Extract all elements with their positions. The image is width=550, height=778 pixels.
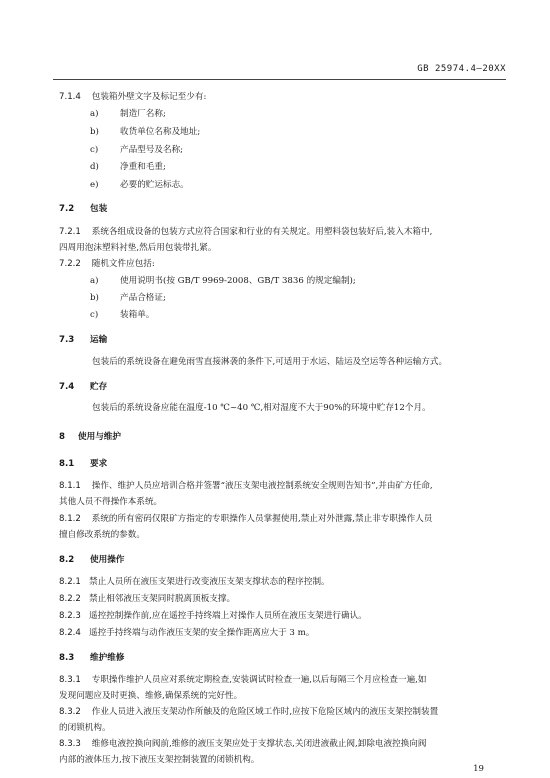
standard-code: GB 25974.4—20XX	[417, 64, 506, 74]
section-heading-7-4	[59, 381, 107, 393]
list-letter: e)	[90, 180, 99, 190]
clause-text: 遥控控制操作前,应在遥控手持终端上对操作人员所在液压支架进行确认。	[89, 611, 367, 621]
section-number: 7.4	[59, 382, 75, 392]
section-title: 运输	[90, 335, 108, 345]
clause-number: 7.2.2	[59, 259, 81, 269]
section-title: 使用操作	[90, 555, 125, 565]
section-heading-8-2	[59, 554, 124, 566]
clause-text: 操作、维护人员应培训合格并签署“液压支架电液控制系统安全规则告知书”,并由矿方任命,	[91, 481, 433, 491]
section-heading-7-2	[59, 203, 107, 215]
list-item	[90, 144, 183, 156]
section-number: 8.3	[59, 653, 75, 663]
clause-text: 包装箱外壁文字及标记至少有:	[91, 92, 207, 102]
clause-number: 8.2.3	[59, 611, 81, 621]
clause-text: 作业人员进入液压支架动作所触及的危险区域工作时,应按下危险区域内的液压支架控制装置	[91, 707, 439, 717]
list-item	[90, 161, 166, 173]
clause-number: 7.1.4	[59, 92, 81, 102]
section-number: 7.2	[59, 204, 75, 214]
list-item	[90, 108, 166, 120]
clause-8-3-1	[59, 674, 427, 686]
clause-text: 随机文件应包括:	[91, 259, 155, 269]
clause-7-1-4	[59, 91, 206, 103]
clause-8-1-2	[59, 513, 432, 525]
clause-continuation: 四周用泡沫塑料衬垫,然后用包装带扎紧。	[59, 243, 217, 253]
section-heading-8-1	[59, 458, 107, 470]
section-title: 贮存	[90, 382, 108, 392]
page-number: 19	[473, 764, 484, 774]
list-letter: c)	[90, 145, 99, 155]
clause-text: 禁止相邻液压支架同时脱离顶板支撑。	[89, 594, 236, 604]
clause-number: 8.3.2	[59, 707, 81, 717]
clause-number: 7.2.1	[59, 227, 81, 237]
clause-text: 系统各组成设备的包装方式应符合国家和行业的有关规定。用塑料袋包装好后,装入木箱中,	[91, 227, 433, 237]
section-number: 7.3	[59, 335, 75, 345]
clause-continuation: 的闭锁机构。	[59, 723, 111, 733]
section-heading-8-3	[59, 652, 124, 664]
section-title: 维护维修	[90, 653, 125, 663]
list-item	[90, 126, 200, 138]
clause-8-2-2	[59, 593, 235, 605]
clause-8-2-1	[59, 576, 330, 588]
list-letter: b)	[90, 127, 99, 137]
clause-7-2-2	[59, 258, 155, 270]
section-number: 8.2	[59, 555, 75, 565]
clause-8-2-4	[59, 627, 314, 639]
clause-number: 8.3.3	[59, 739, 81, 749]
clause-continuation: 内部的液体压力,按下液压支架控制装置的闭锁机构。	[59, 755, 260, 765]
clause-8-2-3	[59, 610, 367, 622]
list-text: 产品合格证;	[120, 293, 166, 303]
clause-number: 8.2.4	[59, 628, 81, 638]
clause-number: 8.1.1	[59, 481, 81, 491]
chapter-heading-8	[59, 431, 121, 443]
paragraph: 包装后的系统设备应能在温度-10 ℃~40 ℃,相对湿度不大于90%的环境中贮存12个月。	[92, 403, 431, 413]
clause-text: 系统的所有密码仅限矿方指定的专职操作人员掌握使用,禁止对外泄露,禁止非专职操作人员	[91, 514, 433, 524]
list-item	[90, 179, 189, 191]
clause-text: 维修电液控换向阀前,维修的液压支架应处于支撑状态,关闭进液截止阀,卸除电液控换向阀	[91, 739, 427, 749]
clause-8-3-3	[59, 738, 427, 750]
list-item	[90, 292, 166, 304]
clause-number: 8.1.2	[59, 514, 81, 524]
list-text: 使用说明书(按 GB/T 9969-2008、GB/T 3836 的规定编制);	[120, 276, 356, 286]
list-item	[90, 309, 154, 321]
list-letter: a)	[90, 109, 99, 119]
section-number: 8.1	[59, 459, 75, 469]
list-item	[90, 275, 356, 287]
clause-text: 专职操作维护人员应对系统定期检查,安装调试时检查一遍,以后每隔三个月应检查一遍,如	[91, 675, 427, 685]
clause-continuation: 发现问题应及时更换、维修,确保系统的完好性。	[59, 691, 243, 701]
list-text: 净重和毛重;	[120, 162, 166, 172]
chapter-number: 8	[59, 432, 65, 442]
list-text: 产品型号及名称;	[120, 145, 184, 155]
clause-7-2-1	[59, 226, 432, 238]
list-text: 装箱单。	[120, 310, 155, 320]
section-title: 要求	[90, 459, 108, 469]
list-letter: c)	[90, 310, 99, 320]
clause-text: 禁止人员所在液压支架进行改变液压支架支撑状态的程序控制。	[89, 577, 330, 587]
clause-number: 8.2.2	[59, 594, 81, 604]
list-text: 收货单位名称及地址;	[120, 127, 201, 137]
clause-number: 8.3.1	[59, 675, 81, 685]
clause-continuation: 其他人员不得操作本系统。	[59, 497, 163, 507]
list-letter: a)	[90, 276, 99, 286]
list-text: 必要的贮运标志。	[120, 180, 189, 190]
header-rule	[53, 79, 506, 80]
clause-8-1-1	[59, 480, 433, 492]
section-title: 包装	[90, 204, 108, 214]
clause-number: 8.2.1	[59, 577, 81, 587]
clause-text: 遥控手持终端与动作液压支架的安全操作距离应大于 3 m。	[89, 628, 315, 638]
clause-continuation: 擅自修改系统的参数。	[59, 530, 145, 540]
list-text: 制造厂名称;	[120, 109, 166, 119]
list-letter: d)	[90, 162, 99, 172]
section-heading-7-3	[59, 334, 107, 346]
chapter-title: 使用与维护	[78, 432, 121, 442]
paragraph: 包装后的系统设备在避免雨雪直接淋袭的条件下,可适用于水运、陆运及空运等各种运输方式。	[92, 357, 448, 367]
clause-8-3-2	[59, 706, 438, 718]
list-letter: b)	[90, 293, 99, 303]
